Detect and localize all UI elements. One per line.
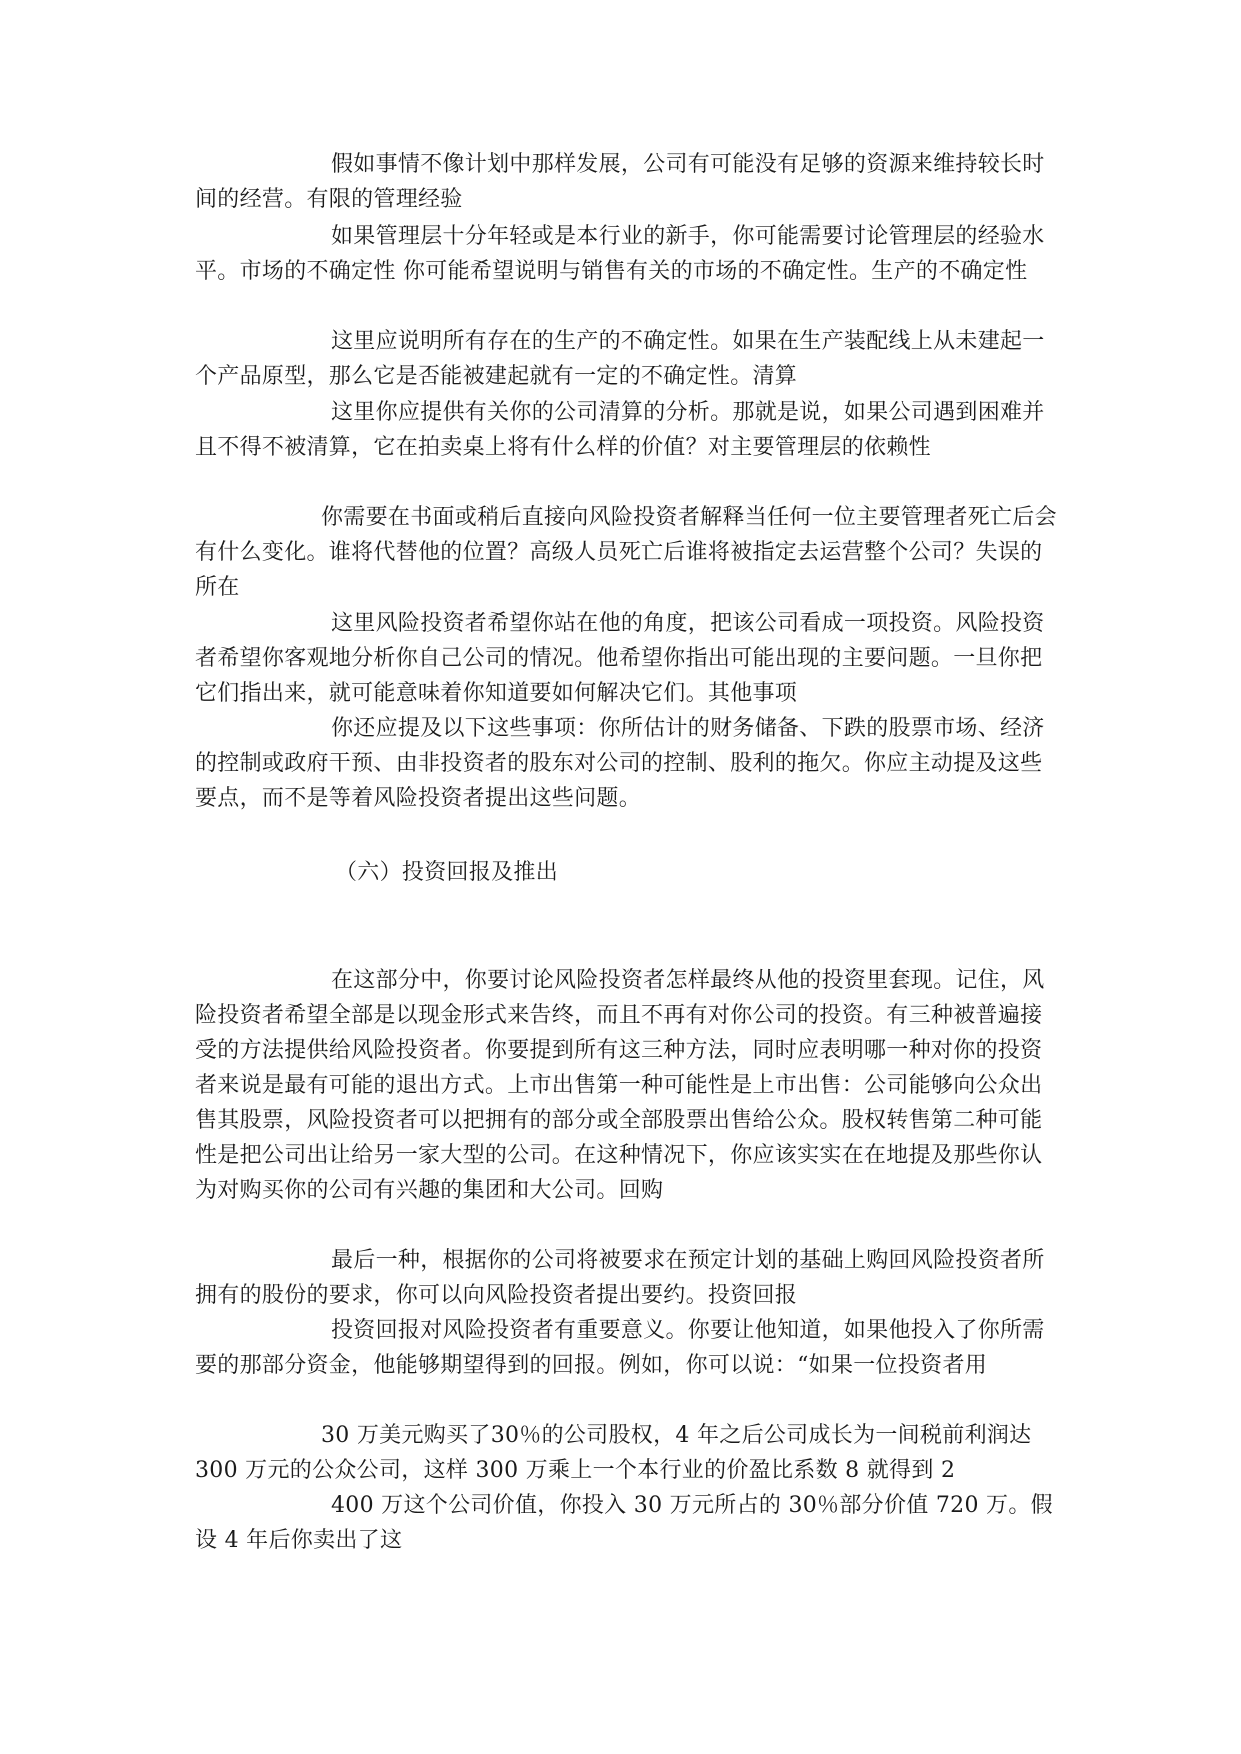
section-heading: （六）投资回报及推出	[335, 860, 559, 885]
paragraph: 最后一种，根据你的公司将被要求在预定计划的基础上购回风险投资者所拥有的股份的要求，你可以向风险投资者提出要约。投资回报	[195, 1248, 1045, 1308]
paragraph: 你还应提及以下这些事项：你所估计的财务储备、下跌的股票市场、经济的控制或政府干预、由非投资者的股东对公司的控制、股利的拖欠。你应主动提及这些要点，而不是等着风险投资者提出这些问题。	[195, 716, 1045, 811]
paragraph: 这里应说明所有存在的生产的不确定性。如果在生产装配线上从未建起一个产品原型，那么它是否能被建起就有一定的不确定性。清算	[195, 329, 1045, 389]
paragraph: 这里你应提供有关你的公司清算的分析。那就是说，如果公司遇到困难并且不得不被清算，它在拍卖桌上将有什么样的价值？对主要管理层的依赖性	[195, 400, 1045, 460]
paragraph: 投资回报对风险投资者有重要意义。你要让他知道，如果他投入了你所需要的那部分资金，他能够期望得到的回报。例如，你可以说：“如果一位投资者用	[195, 1318, 1045, 1378]
paragraph: 假如事情不像计划中那样发展，公司有可能没有足够的资源来维持较长时间的经营。有限的管理经验	[195, 152, 1045, 212]
paragraph: 你需要在书面或稍后直接向风险投资者解释当任何一位主要管理者死亡后会有什么变化。谁将代替他的位置？高级人员死亡后谁将被指定去运营整个公司？失误的所在	[195, 505, 1057, 600]
paragraph: 这里风险投资者希望你站在他的角度，把该公司看成一项投资。风险投资者希望你客观地分析你自己公司的情况。他希望你指出可能出现的主要问题。一旦你把它们指出来，就可能意味着你知道要如何解决它们。其他事项	[195, 611, 1045, 706]
paragraph: 30 万美元购买了30％的公司股权，4 年之后公司成长为一间税前利润达 300 万元的公众公司，这样 300 万乘上一个本行业的价盈比系数 8 就得到 2	[195, 1423, 1032, 1483]
paragraph: 400 万这个公司价值，你投入 30 万元所占的 30％部分价值 720 万。假设 4 年后你卖出了这	[195, 1493, 1053, 1553]
paragraph: 如果管理层十分年轻或是本行业的新手，你可能需要讨论管理层的经验水平。市场的不确定性 你可能希望说明与销售有关的市场的不确定性。生产的不确定性	[195, 224, 1045, 284]
paragraph: 在这部分中，你要讨论风险投资者怎样最终从他的投资里套现。记住，风险投资者希望全部是以现金形式来告终，而且不再有对你公司的投资。有三种被普遍接受的方法提供给风险投资者。你要提到所有这三种方法，同时应表明哪一种对你的投资者来说是最有可能的退出方式。上市出售第一种可能性是上市出售：公司能够向公众出售其股票，风险投资者可以把拥有的部分或全部股票出售给公众。股权转售第二种可能性是把公司出让给另一家大型的公司。在这种情况下，你应该实实在在地提及那些你认为对购买你的公司有兴趣的集团和大公司。回购	[195, 968, 1045, 1203]
